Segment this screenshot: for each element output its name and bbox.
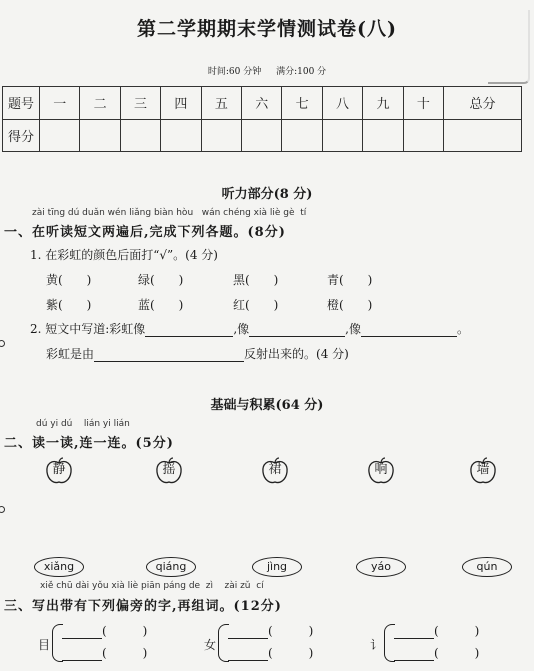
- paren-text: ( ): [268, 646, 314, 660]
- radical-group: [38, 626, 168, 666]
- score-cell: 一: [40, 87, 80, 120]
- time-limit: 时间:60 分钟: [207, 67, 262, 77]
- score-entry-cell[interactable]: [444, 119, 522, 152]
- pinyin-oval[interactable]: qiáng: [146, 557, 196, 577]
- apple-char-card[interactable]: [44, 457, 74, 483]
- radical-label: 目: [38, 638, 51, 652]
- answer-paren[interactable]: [62, 622, 147, 639]
- q1-sub2-like: ,像: [233, 322, 250, 336]
- score-cell: 八: [322, 87, 362, 120]
- q1-sub2-like: ,像: [345, 322, 361, 336]
- score-entry-cell[interactable]: [201, 119, 241, 152]
- score-cell: 十: [403, 87, 443, 120]
- answer-paren[interactable]: [394, 622, 479, 639]
- score-entry-cell[interactable]: [161, 119, 201, 152]
- color-option[interactable]: 红( ): [233, 298, 279, 312]
- answer-blank[interactable]: [394, 626, 434, 639]
- radical-label: 女: [204, 638, 217, 652]
- score-entry-cell[interactable]: [282, 119, 322, 152]
- score-cell: 二: [80, 87, 120, 120]
- score-cell: 三: [120, 87, 160, 120]
- q3-pinyin: xiě chū dài yǒu xià liè piān páng de zì zài zǔ cí: [40, 581, 264, 591]
- paren-text: ( ): [102, 646, 148, 660]
- pinyin-oval[interactable]: xiǎng: [34, 557, 84, 577]
- score-entry-cell[interactable]: [242, 119, 282, 152]
- score-table: [2, 86, 522, 152]
- answer-blank[interactable]: [228, 648, 268, 661]
- radical-group: [204, 626, 334, 666]
- answer-blank[interactable]: [228, 626, 268, 639]
- answer-blank[interactable]: [361, 324, 457, 337]
- score-cell: 总分: [444, 87, 522, 120]
- color-option[interactable]: 橙( ): [327, 298, 373, 312]
- apple-char-card[interactable]: [366, 457, 396, 483]
- answer-paren[interactable]: [228, 644, 313, 661]
- score-entry-cell[interactable]: [322, 119, 362, 152]
- score-entry-cell[interactable]: [40, 119, 80, 152]
- color-option[interactable]: 蓝( ): [138, 298, 184, 312]
- q1-sub2-text: 反射出来的。(4 分): [244, 347, 349, 361]
- score-row-label: 得分: [3, 119, 40, 152]
- char-label: 墙: [476, 462, 490, 477]
- pinyin-oval[interactable]: qún: [462, 557, 512, 577]
- q1-sub2-text: 彩虹是由: [46, 347, 95, 361]
- answer-paren[interactable]: [228, 622, 313, 639]
- q1-sub1: 1. 在彩虹的颜色后面打“√”。(4 分): [30, 248, 218, 262]
- answer-paren[interactable]: [394, 644, 479, 661]
- score-cell: 五: [201, 87, 241, 120]
- color-option[interactable]: 黄( ): [46, 273, 92, 287]
- color-option[interactable]: 绿( ): [138, 273, 184, 287]
- score-entry-cell[interactable]: [403, 119, 443, 152]
- answer-blank[interactable]: [62, 626, 102, 639]
- listening-heading: 听力部分(8 分): [221, 187, 313, 202]
- apple-char-card[interactable]: [154, 457, 184, 483]
- q1-sub2-row2: [46, 345, 349, 362]
- answer-blank[interactable]: [249, 324, 345, 337]
- answer-blank[interactable]: [394, 648, 434, 661]
- char-label: 静: [52, 462, 66, 477]
- score-entry-cell[interactable]: [120, 119, 160, 152]
- color-option[interactable]: 紫( ): [46, 298, 92, 312]
- full-score: 满分:100 分: [276, 67, 327, 77]
- radical-label: 讠: [370, 638, 383, 652]
- paren-text: ( ): [268, 624, 314, 638]
- q1-sub2-end: 。: [456, 322, 469, 336]
- answer-blank[interactable]: [145, 324, 233, 337]
- pinyin-oval[interactable]: yáo: [356, 557, 406, 577]
- score-cell: 六: [242, 87, 282, 120]
- score-cell: 四: [161, 87, 201, 120]
- pinyin-oval[interactable]: jìng: [252, 557, 302, 577]
- char-label: 裙: [268, 462, 282, 477]
- q1-sub2-row1: [30, 320, 469, 337]
- score-entry-cell[interactable]: [80, 119, 120, 152]
- color-option[interactable]: 黑( ): [233, 273, 279, 287]
- basics-heading: 基础与积累(64 分): [210, 398, 324, 413]
- answer-paren[interactable]: [62, 644, 147, 661]
- color-option[interactable]: 青( ): [327, 273, 373, 287]
- q1-title: 一、在听读短文两遍后,完成下列各题。(8分): [4, 225, 286, 240]
- answer-blank[interactable]: [62, 648, 102, 661]
- score-cell: 题号: [3, 87, 40, 120]
- char-label: 响: [374, 462, 388, 477]
- radical-group: [370, 626, 500, 666]
- page-title: 第二学期期末学情测试卷(八): [137, 18, 397, 40]
- score-table-score-row: [3, 119, 522, 152]
- binding-hole-icon: [0, 506, 5, 513]
- paren-text: ( ): [434, 624, 480, 638]
- paren-text: ( ): [434, 646, 480, 660]
- q2-title: 二、读一读,连一连。(5分): [4, 436, 174, 451]
- binding-hole-icon: [0, 340, 5, 347]
- paren-text: ( ): [102, 624, 148, 638]
- score-table-header-row: [3, 87, 522, 120]
- q3-title: 三、写出带有下列偏旁的字,再组词。(12分): [4, 599, 282, 614]
- score-cell: 七: [282, 87, 322, 120]
- apple-char-card[interactable]: [468, 457, 498, 483]
- apple-char-card[interactable]: [260, 457, 290, 483]
- q1-sub2-text: 2. 短文中写道:彩虹像: [30, 322, 146, 336]
- q2-pinyin: dú yi dú lián yi lián: [36, 419, 130, 429]
- exam-meta: [0, 64, 534, 77]
- answer-blank[interactable]: [94, 349, 244, 362]
- q1-pinyin: zài tīng dú duǎn wén liǎng biàn hòu wán chéng xià liè gè tí: [32, 208, 307, 218]
- score-entry-cell[interactable]: [363, 119, 403, 152]
- score-cell: 九: [363, 87, 403, 120]
- char-label: 摇: [162, 462, 176, 477]
